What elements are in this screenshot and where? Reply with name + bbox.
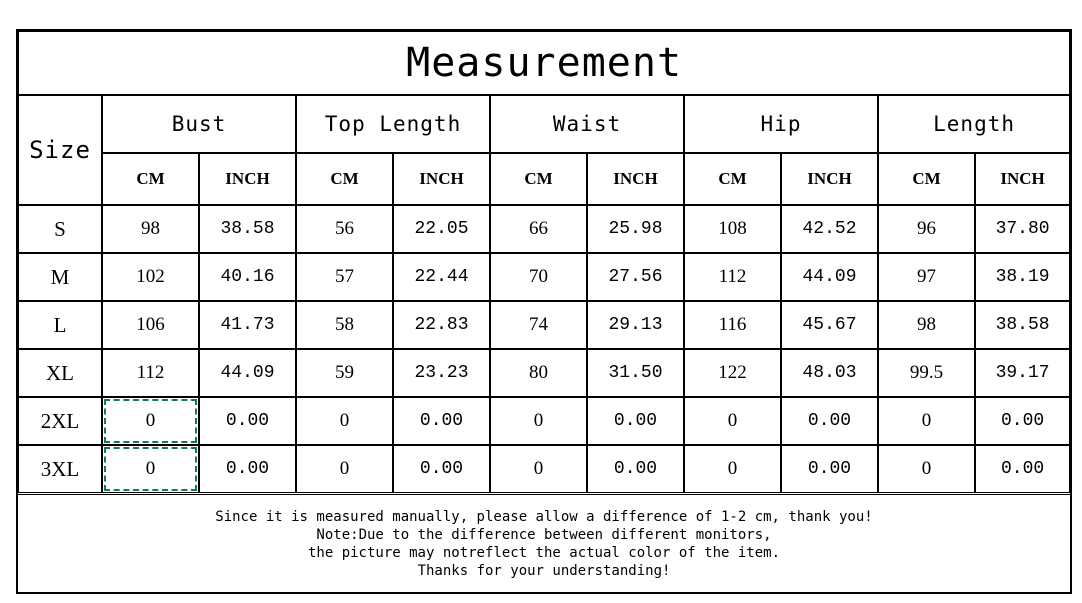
cell-cm: 112 <box>684 253 781 301</box>
table-row <box>18 397 1070 445</box>
cell-cm: 58 <box>296 301 393 349</box>
cell-inch: 25.98 <box>587 205 684 253</box>
cell-cm: 122 <box>684 349 781 397</box>
size-table <box>18 31 1070 493</box>
unit-header-cm: CM <box>296 153 393 205</box>
cell-cm: 0 <box>684 397 781 445</box>
size-label: 3XL <box>18 445 102 493</box>
cell-cm: 74 <box>490 301 587 349</box>
note-line: Since it is measured manually, please allow a difference of 1-2 cm, thank you! <box>215 508 873 525</box>
cell-inch: 22.05 <box>393 205 490 253</box>
table-row <box>18 253 1070 301</box>
note-line: Note:Due to the difference between different monitors, <box>316 526 772 543</box>
measurement-sheet <box>16 29 1072 594</box>
cell-cm[interactable]: 0 <box>102 445 199 493</box>
unit-header-inch: INCH <box>975 153 1070 205</box>
cell-cm: 0 <box>878 445 975 493</box>
cell-inch: 38.19 <box>975 253 1070 301</box>
cell-inch: 0.00 <box>393 397 490 445</box>
size-label: M <box>18 253 102 301</box>
cell-inch: 45.67 <box>781 301 878 349</box>
group-header-waist: Waist <box>490 95 684 153</box>
size-label: XL <box>18 349 102 397</box>
cell-cm: 108 <box>684 205 781 253</box>
cell-inch: 38.58 <box>199 205 296 253</box>
note-line: the picture may notreflect the actual color of the item. <box>307 544 780 561</box>
cell-cm: 97 <box>878 253 975 301</box>
cell-inch: 0.00 <box>587 397 684 445</box>
table-row <box>18 205 1070 253</box>
cell-cm: 106 <box>102 301 199 349</box>
cell-cm: 96 <box>878 205 975 253</box>
group-header-hip: Hip <box>684 95 878 153</box>
unit-header-inch: INCH <box>587 153 684 205</box>
cell-inch: 31.50 <box>587 349 684 397</box>
unit-header-inch: INCH <box>199 153 296 205</box>
cell-cm: 0 <box>490 397 587 445</box>
unit-header-inch: INCH <box>781 153 878 205</box>
cell-cm: 0 <box>296 397 393 445</box>
unit-header-cm: CM <box>102 153 199 205</box>
cell-inch: 39.17 <box>975 349 1070 397</box>
cell-inch: 41.73 <box>199 301 296 349</box>
cell-cm: 56 <box>296 205 393 253</box>
cell-cm: 59 <box>296 349 393 397</box>
table-row <box>18 349 1070 397</box>
cell-cm: 98 <box>878 301 975 349</box>
unit-header-cm: CM <box>490 153 587 205</box>
cell-cm: 102 <box>102 253 199 301</box>
cell-inch: 27.56 <box>587 253 684 301</box>
cell-inch: 0.00 <box>975 445 1070 493</box>
cell-cm: 0 <box>684 445 781 493</box>
size-label: 2XL <box>18 397 102 445</box>
notes-box <box>18 494 1070 592</box>
cell-inch: 0.00 <box>781 445 878 493</box>
cell-inch: 42.52 <box>781 205 878 253</box>
note-line: Thanks for your understanding! <box>417 562 671 579</box>
cell-cm: 66 <box>490 205 587 253</box>
cell-inch: 23.23 <box>393 349 490 397</box>
cell-cm: 112 <box>102 349 199 397</box>
cell-inch: 0.00 <box>199 445 296 493</box>
unit-header-cm: CM <box>878 153 975 205</box>
cell-inch: 44.09 <box>781 253 878 301</box>
cell-inch: 0.00 <box>393 445 490 493</box>
cell-inch: 0.00 <box>781 397 878 445</box>
cell-cm: 116 <box>684 301 781 349</box>
cell-cm[interactable]: 0 <box>102 397 199 445</box>
cell-cm: 99.5 <box>878 349 975 397</box>
table-row <box>18 301 1070 349</box>
group-header-length: Length <box>878 95 1070 153</box>
cell-cm: 80 <box>490 349 587 397</box>
cell-inch: 22.83 <box>393 301 490 349</box>
cell-cm: 70 <box>490 253 587 301</box>
cell-inch: 22.44 <box>393 253 490 301</box>
cell-inch: 44.09 <box>199 349 296 397</box>
size-label: L <box>18 301 102 349</box>
cell-inch: 0.00 <box>587 445 684 493</box>
cell-cm: 98 <box>102 205 199 253</box>
table-row <box>18 445 1070 493</box>
group-header-top-length: Top Length <box>296 95 490 153</box>
cell-cm: 0 <box>296 445 393 493</box>
group-header-bust: Bust <box>102 95 296 153</box>
cell-inch: 0.00 <box>199 397 296 445</box>
unit-header-cm: CM <box>684 153 781 205</box>
page-title: Measurement <box>18 31 1070 95</box>
cell-inch: 0.00 <box>975 397 1070 445</box>
cell-inch: 38.58 <box>975 301 1070 349</box>
size-label: S <box>18 205 102 253</box>
cell-inch: 37.80 <box>975 205 1070 253</box>
unit-header-inch: INCH <box>393 153 490 205</box>
size-column-header: Size <box>18 95 102 205</box>
cell-inch: 29.13 <box>587 301 684 349</box>
cell-cm: 0 <box>878 397 975 445</box>
cell-inch: 40.16 <box>199 253 296 301</box>
cell-inch: 48.03 <box>781 349 878 397</box>
cell-cm: 57 <box>296 253 393 301</box>
cell-cm: 0 <box>490 445 587 493</box>
